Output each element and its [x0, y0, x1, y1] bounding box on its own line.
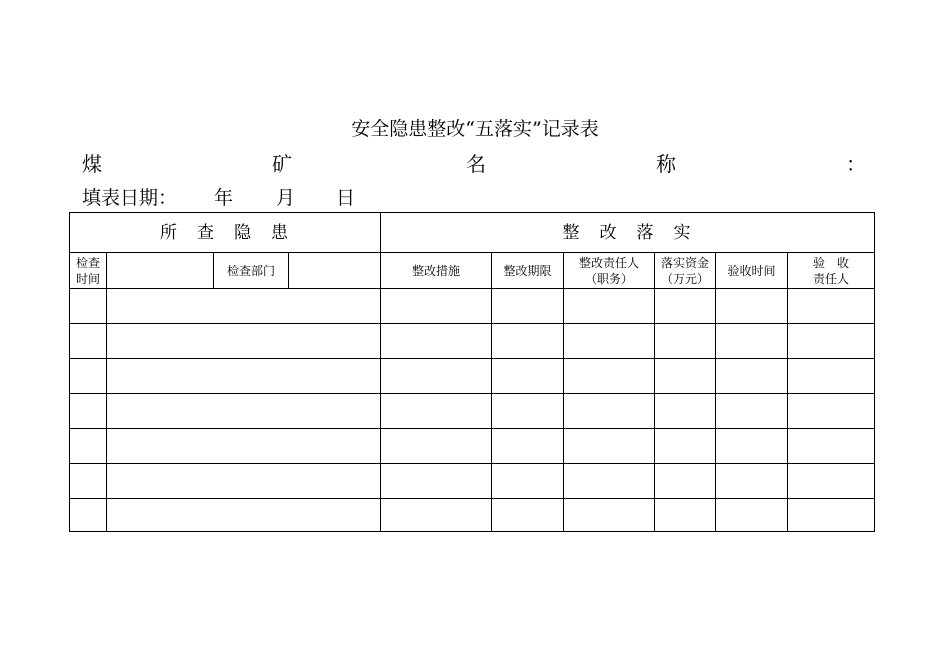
column-header-line: （万元） [660, 271, 709, 286]
table-rule [288, 252, 289, 288]
section-char: 查 [197, 222, 216, 243]
date-day-unit: 日 [336, 187, 356, 209]
fill-date-label: 填表日期： [82, 187, 178, 209]
table-rule [654, 252, 655, 531]
section-header-hazards [70, 213, 380, 252]
section-char: 所 [160, 222, 179, 243]
column-header-funds [655, 253, 715, 288]
table-rule [70, 463, 874, 464]
document-title: 安全隐患整改“五落实”记录表 [351, 118, 599, 140]
table-rule [715, 252, 716, 531]
column-header-acceptance-person [788, 253, 874, 288]
table-rule [70, 323, 874, 324]
column-header-line: 整改责任人 [578, 255, 639, 270]
column-header-acceptance-time: 验收时间 [727, 263, 776, 278]
table-rule [70, 288, 874, 289]
section-char: 整 [562, 222, 582, 243]
table-rule [70, 498, 874, 499]
section-char: 实 [673, 222, 693, 243]
table-rule [70, 428, 874, 429]
mine-name-char: 煤 [82, 152, 102, 176]
column-header-line: 时间 [75, 271, 100, 286]
section-char: 改 [599, 222, 619, 243]
column-header-check-dept: 检查部门 [226, 263, 275, 278]
mine-name-char: 矿 [272, 152, 292, 176]
section-header-rectification [381, 213, 874, 252]
table-rule [106, 252, 107, 531]
date-year-unit: 年 [214, 187, 234, 209]
table-rule [787, 252, 788, 531]
record-table [69, 212, 875, 532]
table-rule [70, 358, 874, 359]
section-char: 落 [636, 222, 656, 243]
mine-name-char: 名 [466, 152, 486, 176]
section-char: 患 [271, 222, 290, 243]
mine-name-char: 称 [656, 152, 676, 176]
table-rule [491, 252, 492, 531]
column-header-line: 落实资金 [660, 255, 709, 270]
column-header-measures: 整改措施 [411, 263, 460, 278]
date-month-unit: 月 [276, 187, 296, 209]
section-char: 隐 [234, 222, 253, 243]
column-header-line: 检查 [75, 255, 100, 270]
table-rule [563, 252, 564, 531]
column-header-line: （职务） [584, 271, 633, 286]
column-header-responsible [564, 253, 654, 288]
column-header-line: 验 收 [812, 255, 849, 270]
mine-name-colon: ： [846, 152, 866, 176]
table-rule [70, 393, 874, 394]
column-header-deadline: 整改期限 [503, 263, 552, 278]
mine-name-line [82, 148, 866, 176]
column-header-check-time [70, 253, 106, 288]
column-header-line: 责任人 [812, 271, 849, 286]
